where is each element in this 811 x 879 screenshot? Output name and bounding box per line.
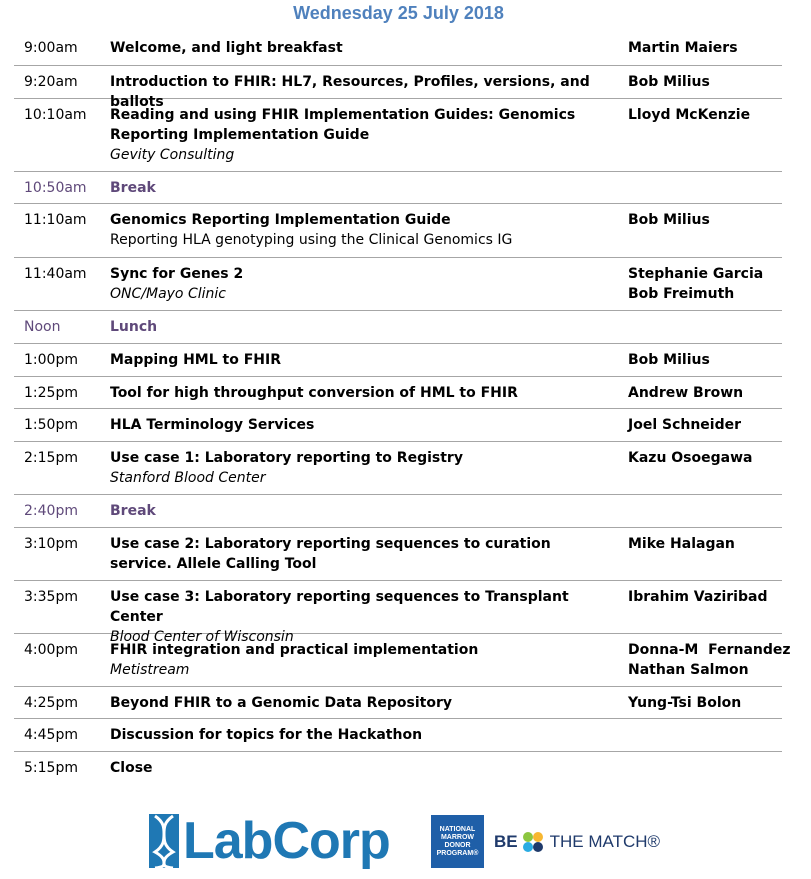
- row-organization: Metistream: [110, 662, 190, 678]
- row-speaker: Nathan Salmon: [628, 662, 749, 678]
- agenda-row-break: [14, 172, 782, 204]
- row-organization: ONC/Mayo Clinic: [110, 286, 226, 302]
- nmdp-line: MARROW: [440, 833, 475, 841]
- row-organization: Blood Center of Wisconsin: [110, 629, 294, 645]
- row-title: HLA Terminology Services: [110, 417, 315, 433]
- row-time: 2:40pm: [24, 503, 78, 519]
- row-title: Break: [110, 503, 156, 519]
- agenda-row: [14, 528, 782, 581]
- row-speaker: Stephanie Garcia: [628, 266, 764, 282]
- row-time: 4:45pm: [24, 727, 78, 743]
- labcorp-logo: [149, 814, 390, 868]
- row-title: Welcome, and light breakfast: [110, 40, 343, 56]
- row-title: Introduction to FHIR: HL7, Resources, Profiles, versions, and ballots: [110, 74, 590, 110]
- row-time: 10:10am: [24, 107, 87, 123]
- row-title: Beyond FHIR to a Genomic Data Repository: [110, 695, 453, 711]
- row-speaker: Bob Milius: [628, 74, 710, 90]
- row-time: 4:25pm: [24, 695, 78, 711]
- nmdp-logo: [431, 815, 484, 868]
- nmdp-line: NATIONAL: [439, 825, 476, 833]
- row-time: 11:10am: [24, 212, 87, 228]
- agenda-row-break: [14, 311, 782, 344]
- agenda-row: [14, 344, 782, 377]
- be-wordmark: BE: [494, 832, 518, 851]
- agenda-row: [14, 442, 782, 495]
- row-time: 3:10pm: [24, 536, 78, 552]
- row-time: 9:20am: [24, 74, 78, 90]
- row-title: Discussion for topics for the Hackathon: [110, 727, 423, 743]
- row-speaker: Kazu Osoegawa: [628, 450, 753, 466]
- row-speaker: Andrew Brown: [628, 385, 744, 401]
- agenda-row: [14, 32, 782, 66]
- agenda-row-break: [14, 495, 782, 528]
- row-organization: Stanford Blood Center: [110, 470, 266, 486]
- agenda-row: [14, 409, 782, 442]
- row-time: 1:25pm: [24, 385, 78, 401]
- agenda-row: [14, 99, 782, 172]
- agenda-row: [14, 581, 782, 645]
- row-title: Mapping HML to FHIR: [110, 352, 281, 368]
- be-the-match-logo: [494, 828, 660, 856]
- row-title: Genomics Reporting Implementation Guide: [110, 212, 451, 228]
- labcorp-wordmark: LabCorp: [183, 812, 390, 870]
- row-speaker: Ibrahim Vaziribad: [628, 589, 768, 605]
- row-speaker: Mike Halagan: [628, 536, 735, 552]
- agenda-row: [14, 752, 782, 785]
- row-time: 11:40am: [24, 266, 87, 282]
- row-organization: Gevity Consulting: [110, 147, 235, 163]
- row-title: Close: [110, 760, 153, 776]
- row-title: Sync for Genes 2: [110, 266, 244, 282]
- row-speaker: Yung-Tsi Bolon: [628, 695, 742, 711]
- row-time: 9:00am: [24, 40, 78, 56]
- agenda-table: [0, 32, 811, 785]
- row-title: Reading and using FHIR Implementation Guides: Genomics Reporting Implementation Guide: [110, 107, 576, 143]
- agenda-row: [14, 687, 782, 719]
- agenda-row: [14, 204, 782, 258]
- agenda-row: [14, 258, 782, 311]
- row-time: 5:15pm: [24, 760, 78, 776]
- row-speaker: Martin Maiers: [628, 40, 738, 56]
- row-time: Noon: [24, 319, 61, 335]
- row-title: Use case 1: Laboratory reporting to Registry: [110, 450, 463, 466]
- page-title: Wednesday 25 July 2018: [293, 3, 504, 23]
- row-title: Use case 3: Laboratory reporting sequences to Transplant Center: [110, 589, 569, 625]
- agenda-row: [14, 66, 782, 110]
- agenda-row: [14, 377, 782, 409]
- row-title: Tool for high throughput conversion of HML to FHIR: [110, 385, 518, 401]
- match-wordmark: THE MATCH®: [549, 832, 661, 851]
- row-subtitle: Reporting HLA genotyping using the Clinical Genomics IG: [110, 232, 513, 248]
- row-speaker: Donna-M Fernandez: [628, 642, 791, 658]
- row-time: 10:50am: [24, 180, 87, 196]
- row-speaker: Lloyd McKenzie: [628, 107, 751, 123]
- nmdp-line: DONOR: [444, 841, 471, 849]
- row-speaker: Bob Milius: [628, 212, 710, 228]
- row-title: Use case 2: Laboratory reporting sequences to curation service. Allele Calling Tool: [110, 536, 551, 572]
- row-title: Break: [110, 180, 156, 196]
- match-clover-icon: [521, 830, 545, 854]
- row-speaker: Bob Freimuth: [628, 286, 735, 302]
- row-title: FHIR integration and practical implementation: [110, 642, 479, 658]
- agenda-row: [14, 634, 791, 687]
- row-time: 1:50pm: [24, 417, 78, 433]
- row-speaker: Joel Schneider: [628, 417, 742, 433]
- row-time: 4:00pm: [24, 642, 78, 658]
- dna-helix-icon: [149, 814, 179, 868]
- agenda-row: [14, 719, 782, 752]
- sponsor-logos: [0, 810, 811, 870]
- row-time: 1:00pm: [24, 352, 78, 368]
- row-speaker: Bob Milius: [628, 352, 710, 368]
- row-time: 3:35pm: [24, 589, 78, 605]
- row-title: Lunch: [110, 319, 158, 335]
- nmdp-line: PROGRAM®: [436, 849, 479, 857]
- row-time: 2:15pm: [24, 450, 78, 466]
